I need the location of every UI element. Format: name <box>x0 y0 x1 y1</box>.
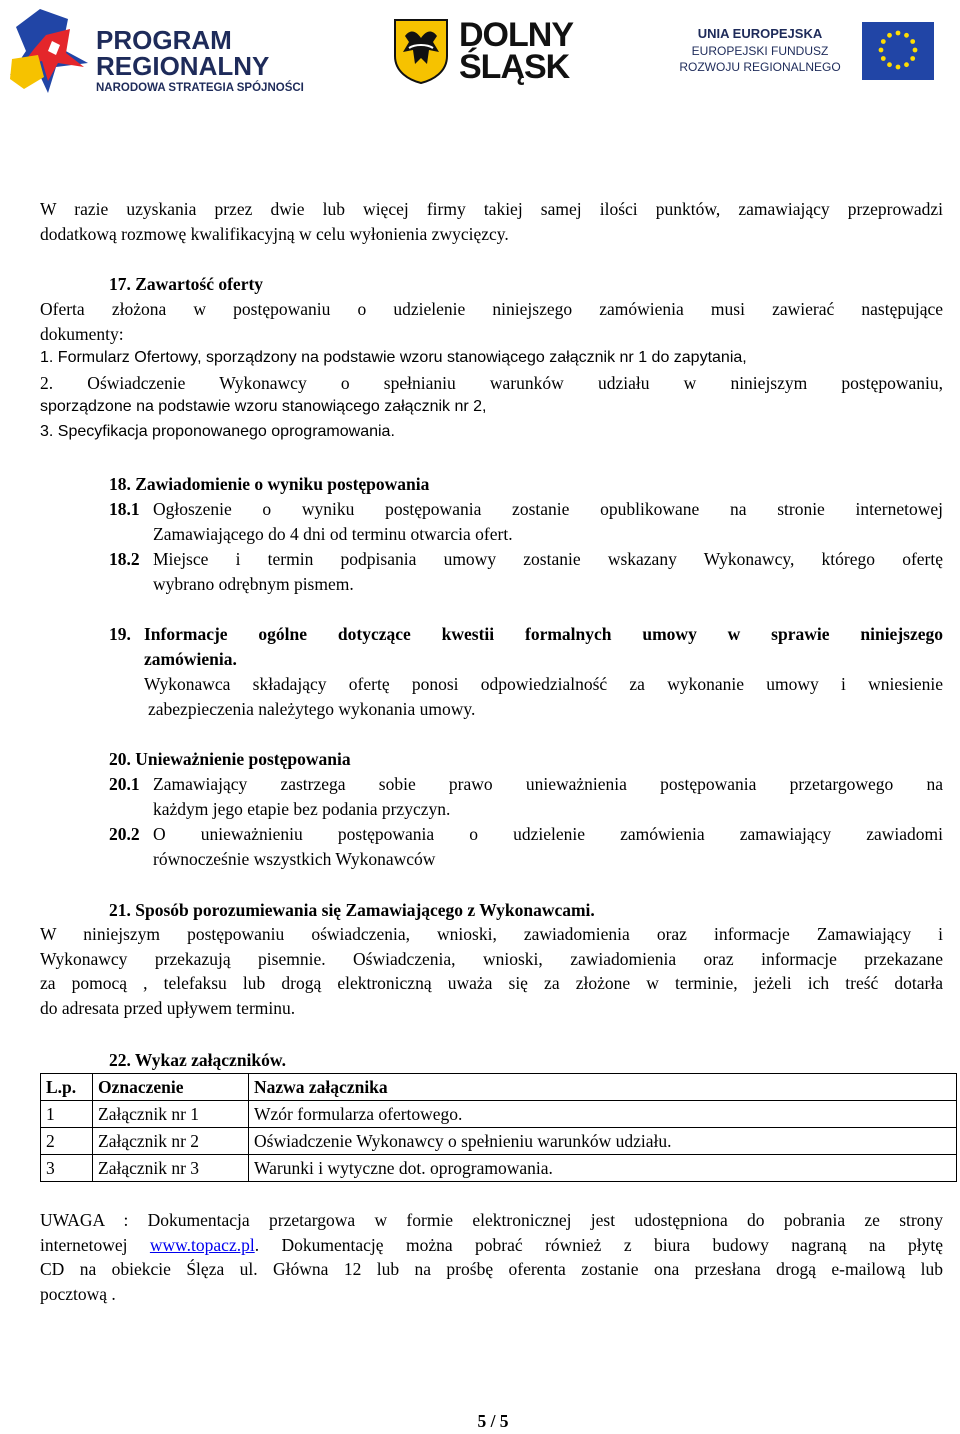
s20-1-line2: każdym jego etapie bez podania przyczyn. <box>153 798 451 819</box>
s17-para-line2: dokumenty: <box>40 323 124 344</box>
s17-item-3: 3. Specyfikacja proponowanego oprogramowania. <box>40 422 395 440</box>
program-line3: NARODOWA STRATEGIA SPÓJNOŚCI <box>96 82 304 94</box>
s18-2-number: 18.2 <box>109 549 140 569</box>
eu-flag-icon <box>862 22 934 80</box>
section-18-heading: 18. Zawiadomienie o wyniku postępowania <box>109 474 430 494</box>
table-row <box>41 1128 957 1155</box>
page-number: 5 / 5 <box>477 1411 509 1431</box>
program-star-icon <box>8 5 98 97</box>
eu-line2: EUROPEJSKI FUNDUSZ <box>691 44 829 58</box>
note-line3: CD na obiekcie Ślęza ul. Główna 12 lub na prośbę oferenta zostanie ona przesłana drogą e-mailową lub <box>40 1259 943 1279</box>
s19-number: 19. <box>109 624 131 644</box>
section-21-body <box>40 922 943 1020</box>
dolny-line1: DOLNY <box>459 16 573 54</box>
col-header-lp: L.p. <box>41 1074 93 1101</box>
note-line2-post: . Dokumentację można pobrać również z biura budowy nagraną na płytę <box>254 1234 943 1255</box>
cell-oznaczenie: Załącznik nr 3 <box>93 1155 249 1182</box>
s20-1-line1: Zamawiający zastrzega sobie prawo unieważnienia postępowania przetargowego na <box>153 774 943 794</box>
s20-1-number: 20.1 <box>109 774 140 794</box>
s17-item-2-line2: sporządzone na podstawie wzoru stanowiącego załącznik nr 2, <box>40 398 487 415</box>
s21-line1: W niniejszym postępowaniu oświadczenia, wnioski, zawiadomienia oraz informacje Zamawiający i <box>40 924 943 944</box>
s17-item-1: 1. Formularz Ofertowy, sporządzony na podstawie wzoru stanowiącego załącznik nr 1 do zapytania, <box>40 349 747 366</box>
program-regionalny-logo <box>8 5 328 97</box>
s21-line3: za pomocą , telefaksu lub drogą elektroniczną uważa się za złożone w terminie, jeżeli ich treść dotarła <box>40 973 943 993</box>
s17-para-line1: Oferta złożona w postępowaniu o udzielenie niniejszego zamówienia musi zawierać następujące <box>40 299 943 319</box>
attachments-table <box>40 1073 957 1182</box>
section-21-heading: 21. Sposób porozumiewania się Zamawiającego z Wykonawcami. <box>109 900 595 920</box>
note-line4: pocztową . <box>40 1283 116 1304</box>
s18-1-text <box>153 497 943 546</box>
table-row <box>41 1155 957 1182</box>
col-header-oznaczenie: Oznaczenie <box>93 1074 249 1101</box>
s20-2-text <box>153 822 943 871</box>
s19-heading-line1: Informacje ogólne dotyczące kwestii formalnych umowy w sprawie niniejszego <box>144 624 943 644</box>
s17-item-2-line1: 2. Oświadczenie Wykonawcy o spełnianiu warunków udziału w niniejszym postępowaniu, <box>40 372 943 393</box>
s19-line2: zabezpieczenia należytego wykonania umowy. <box>148 698 476 719</box>
cell-lp: 2 <box>41 1128 93 1155</box>
dolny-line2: ŚLĄSK <box>459 48 570 86</box>
s20-2-line2: równocześnie wszystkich Wykonawców <box>153 848 436 869</box>
note-line2 <box>40 1233 943 1258</box>
program-line2: REGIONALNY <box>96 51 270 81</box>
s19-line1: Wykonawca składający ofertę ponosi odpowiedzialność za wykonanie umowy i wniesienie <box>144 674 943 694</box>
dolny-slask-logo <box>393 18 598 84</box>
s20-1-text <box>153 772 943 821</box>
uwaga-note <box>40 1208 943 1306</box>
s21-line2: Wykonawcy przekazują pisemnie. Oświadczenia, wnioski, zawiadomienia oraz informacje przekazane <box>40 948 943 969</box>
cell-nazwa: Wzór formularza ofertowego. <box>249 1101 957 1128</box>
program-line1: PROGRAM <box>96 25 232 55</box>
s18-1-line2: Zamawiającego do 4 dni od terminu otwarcia ofert. <box>153 523 513 544</box>
s18-2-line1: Miejsce i termin podpisania umowy zostanie wskazany Wykonawcy, którego ofertę <box>153 549 943 569</box>
topacz-link[interactable]: www.topacz.pl <box>149 1234 255 1255</box>
section-22-heading: 22. Wykaz załączników. <box>109 1050 286 1070</box>
s18-2-text <box>153 547 943 596</box>
s19-heading <box>144 622 943 671</box>
section-20-heading: 20. Unieważnienie postępowania <box>109 749 351 769</box>
cell-nazwa: Oświadczenie Wykonawcy o spełnieniu warunków udziału. <box>249 1128 957 1155</box>
cell-oznaczenie: Załącznik nr 1 <box>93 1101 249 1128</box>
s18-1-number: 18.1 <box>109 499 140 519</box>
s18-1-line1: Ogłoszenie o wyniku postępowania zostanie opublikowane na stronie internetowej <box>153 499 943 519</box>
table-row <box>41 1101 957 1128</box>
cell-nazwa: Warunki i wytyczne dot. oprogramowania. <box>249 1155 957 1182</box>
section-17-body <box>40 297 943 444</box>
eu-line1: UNIA EUROPEJSKA <box>697 26 823 41</box>
cell-lp: 3 <box>41 1155 93 1182</box>
table-header-row <box>41 1074 957 1101</box>
s18-2-line2: wybrano odrębnym pismem. <box>153 573 354 594</box>
coat-of-arms-icon <box>393 18 449 84</box>
intro-paragraph <box>40 197 943 246</box>
col-header-nazwa: Nazwa załącznika <box>249 1074 957 1101</box>
s19-heading-line2: zamówienia. <box>144 648 237 669</box>
cell-lp: 1 <box>41 1101 93 1128</box>
s19-paragraph <box>144 672 943 721</box>
note-line1: UWAGA : Dokumentacja przetargowa w formie elektronicznej jest udostępniona do pobrania ze strony <box>40 1210 943 1230</box>
s20-2-number: 20.2 <box>109 824 140 844</box>
section-17-heading: 17. Zawartość oferty <box>109 274 264 294</box>
eu-logo <box>662 20 934 82</box>
intro-line2: dodatkową rozmowę kwalifikacyjną w celu wyłonienia zwycięzcy. <box>40 223 509 244</box>
s20-2-line1: O unieważnieniu postępowania o udzielenie zamówienia zamawiający zawiadomi <box>153 824 943 844</box>
note-line2-pre: internetowej <box>40 1234 150 1255</box>
cell-oznaczenie: Załącznik nr 2 <box>93 1128 249 1155</box>
eu-line3: ROZWOJU REGIONALNEGO <box>679 60 841 74</box>
intro-line1: W razie uzyskania przez dwie lub więcej firmy takiej samej ilości punktów, zamawiający przeprowadzi <box>40 199 943 219</box>
s21-line4: do adresata przed upływem terminu. <box>40 997 296 1018</box>
